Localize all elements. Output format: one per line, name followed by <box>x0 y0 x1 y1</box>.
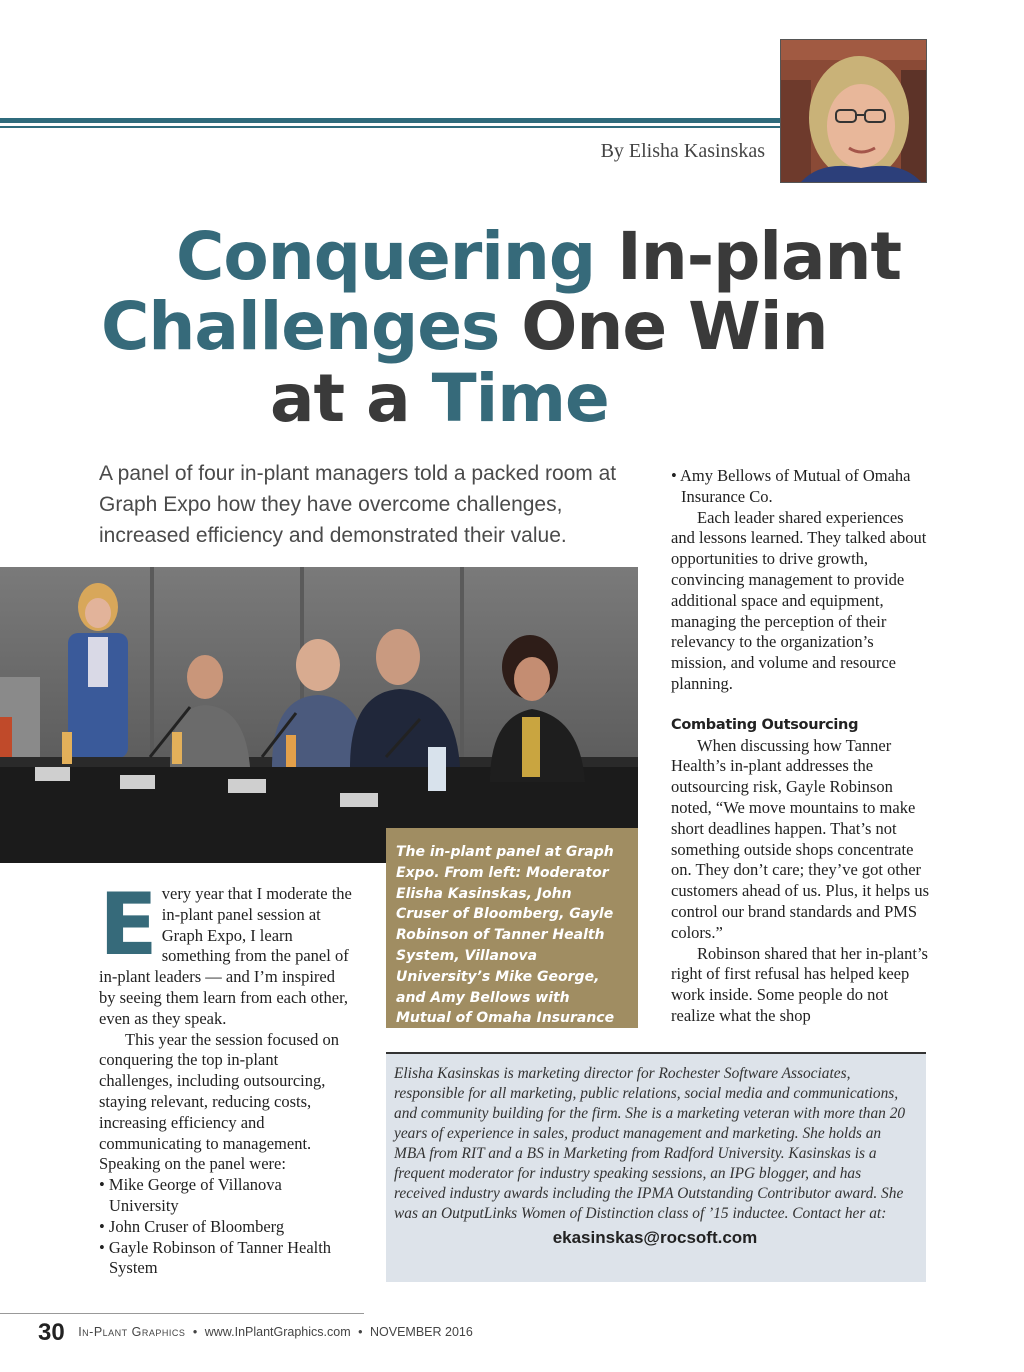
headline-word-at-a: at a <box>270 360 410 437</box>
footer-rule <box>0 1313 364 1314</box>
panel-photo <box>0 567 638 863</box>
headline-word-one-win: One Win <box>521 288 828 365</box>
article-column-1 <box>99 875 355 1279</box>
list-item: • John Cruser of Bloomberg <box>99 1216 285 1236</box>
header-rule-thin <box>0 126 782 128</box>
author-headshot <box>780 39 927 183</box>
headline-line-3 <box>270 360 609 437</box>
footer-bullet: • <box>192 1325 198 1339</box>
article-paragraph-5: Robinson shared that her in-plant’s right of first refusal has helped keep work inside. Some people do not realize what the shop <box>671 943 928 1025</box>
page-number: 30 <box>38 1319 65 1346</box>
headline-word-time: Time <box>431 360 609 437</box>
list-item: • Gayle Robinson of Tanner Health System <box>99 1237 332 1278</box>
section-subhead: Combating Outsourcing <box>671 716 859 733</box>
photo-caption: The in-plant panel at Graph Expo. From left: Moderator Elisha Kasinskas, John Cruser of Bloomberg, Gayle Robinson of Tanner Health System, Villanova University’s Mike George, and Amy Bellows with Mutual of Omaha Insurance Co. <box>386 828 638 1028</box>
article-paragraph-1-text: very year that I moderate the in-plant panel session at Graph Expo, I learn something from the panel of in-plant leaders — and I’m inspired by seeing them learn from each other, even as they speak. <box>99 884 352 1028</box>
headline-word-challenges: Challenges <box>101 288 500 365</box>
list-item: • Mike George of Villanova University <box>99 1175 282 1215</box>
article-paragraph-4: When discussing how Tanner Health’s in-plant addresses the outsourcing risk, Gayle Robinson noted, “We move mountains to make short deadlines happen. That’s not something outside shops concentrate on. They don’t care; they’ve got other customers ahead of us. Plus, it helps us control our brand standards and PMS colors.” <box>671 735 930 942</box>
byline: By Elisha Kasinskas <box>600 140 765 162</box>
deck-summary: A panel of four in-plant managers told a packed room at Graph Expo how they have overcome challenges, increased efficiency and demonstrated their value. <box>99 462 617 547</box>
list-item: • Amy Bellows of Mutual of Omaha Insurance Co. <box>671 466 911 506</box>
headline-line-1 <box>176 218 902 295</box>
footer-bullet: • <box>358 1325 363 1339</box>
drop-cap: E <box>99 875 158 975</box>
author-email-link[interactable]: ekasinskas@rocsoft.com <box>552 1228 758 1247</box>
website-link[interactable]: www.InPlantGraphics.com <box>204 1325 351 1339</box>
issue-date: NOVEMBER 2016 <box>369 1325 473 1339</box>
article-column-2 <box>671 466 929 1027</box>
author-bio-box <box>386 1052 926 1282</box>
headline-word-conquering: Conquering <box>176 218 596 295</box>
header-rule-thick <box>0 118 782 123</box>
author-bio-text: Elisha Kasinskas is marketing director for Rochester Software Associates, responsible for all marketing, public relations, social media and communications, and community building for the firm. She is a marketing veteran with more than 20 years of experience in sales, product management and marketing. She holds an MBA from RIT and a BS in Marketing from Radford University. Kasinskas is a frequent moderator for industry speaking sessions, an IPG blogger, and has received industry awards including the IPMA Outstanding Contributor award. She was an OutputLinks Women of Distinction class of ’15 inductee. Contact her at: <box>394 1065 906 1222</box>
page-footer <box>38 1319 638 1347</box>
publication-name: In-Plant Graphics <box>78 1325 186 1339</box>
headline-line-2 <box>101 288 828 365</box>
headline-word-inplant: In-plant <box>617 218 902 295</box>
article-paragraph-1 <box>99 875 355 1030</box>
article-paragraph-3: Each leader shared experiences and lessons learned. They talked about opportunities to drive growth, convincing management to provide additional space and equipment, managing the perception of their relevancy to the organization’s mission, and volume and resource planning. <box>671 507 927 693</box>
article-paragraph-2: This year the session focused on conquering the top in-plant challenges, including outsourcing, staying relevant, reducing costs, increasing efficiency and communicating to management. Speaking on the panel were: <box>99 1029 339 1174</box>
